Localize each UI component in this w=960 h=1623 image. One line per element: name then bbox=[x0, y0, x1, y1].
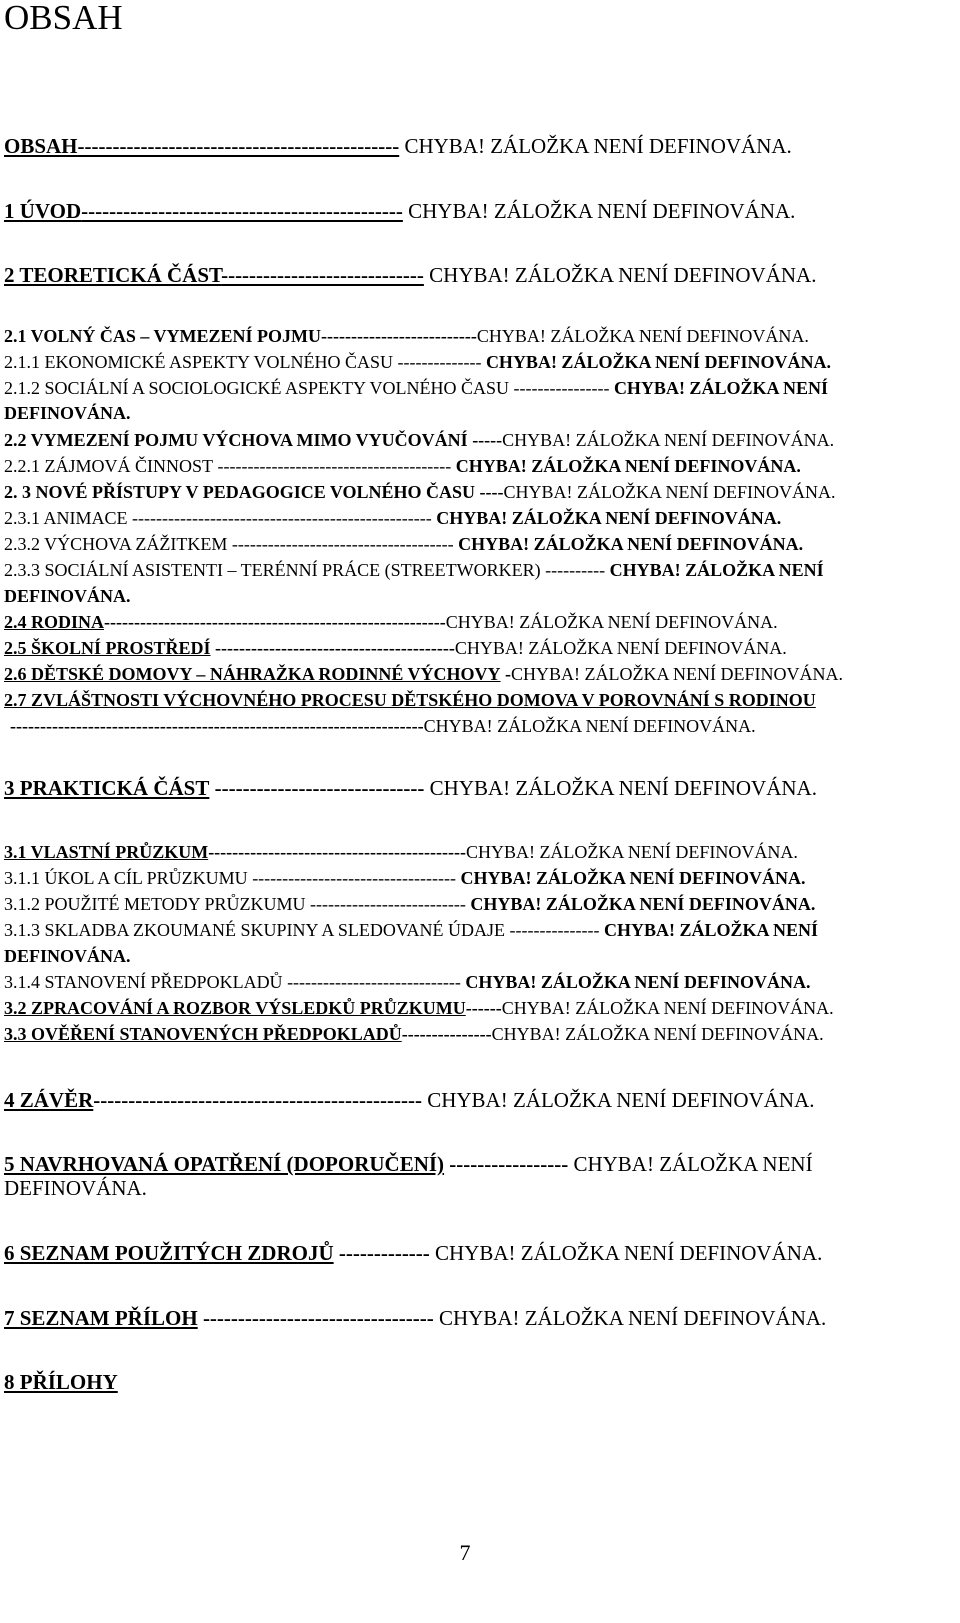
toc-label: 4 ZÁVĚR bbox=[4, 1088, 94, 1112]
toc-leader: -------------------------- bbox=[321, 326, 477, 346]
toc-entry-3-1-3-continued: DEFINOVÁNA. bbox=[4, 946, 131, 966]
toc-entry-3-1-4[interactable] bbox=[4, 972, 926, 993]
toc-page-ref: CHYBA! ZÁLOŽKA NENÍ DEFINOVÁNA. bbox=[476, 326, 809, 346]
toc-leader: -------------------------- bbox=[310, 894, 466, 914]
toc-label: 2.2.1 ZÁJMOVÁ ČINNOST bbox=[4, 456, 214, 476]
toc-page-ref: CHYBA! ZÁLOŽKA NENÍ bbox=[613, 378, 828, 398]
toc-page-ref: CHYBA! ZÁLOŽKA NENÍ DEFINOVÁNA. bbox=[485, 352, 831, 372]
toc-entry-navrhovana-opatreni-continued: DEFINOVÁNA. bbox=[4, 1176, 147, 1200]
toc-page-ref: CHYBA! ZÁLOŽKA NENÍ DEFINOVÁNA. bbox=[445, 612, 778, 632]
toc-leader: --------------- bbox=[401, 1024, 492, 1044]
toc-entry-2-3-3-continued: DEFINOVÁNA. bbox=[4, 586, 131, 606]
toc-entry-2-1-2-continued: DEFINOVÁNA. bbox=[4, 403, 131, 423]
toc-page-ref: CHYBA! ZÁLOŽKA NENÍ DEFINOVÁNA. bbox=[502, 430, 835, 450]
toc-entry-seznam-zdroju[interactable] bbox=[4, 1241, 926, 1265]
toc-entry-3-1-2[interactable] bbox=[4, 894, 926, 915]
toc-leader: ------ bbox=[465, 998, 502, 1018]
toc-page-ref: CHYBA! ZÁLOŽKA NENÍ DEFINOVÁNA. bbox=[501, 998, 834, 1018]
toc-label: 5 NAVRHOVANÁ OPATŘENÍ (DOPORUČENÍ) bbox=[4, 1152, 445, 1176]
page-number: 7 bbox=[459, 1540, 471, 1565]
toc-entry-2-1-2[interactable] bbox=[4, 378, 926, 399]
toc-page-ref: CHYBA! ZÁLOŽKA NENÍ DEFINOVÁNA. bbox=[460, 868, 806, 888]
toc-page-ref: CHYBA! ZÁLOŽKA NENÍ DEFINOVÁNA. bbox=[423, 716, 756, 736]
toc-page-ref: CHYBA! ZÁLOŽKA NENÍ DEFINOVÁNA. bbox=[511, 664, 844, 684]
toc-label: 2.3.2 VÝCHOVA ZÁŽITKEM bbox=[4, 534, 228, 554]
toc-page-ref: CHYBA! ZÁLOŽKA NENÍ DEFINOVÁNA. bbox=[465, 842, 798, 862]
toc-entry-2-7[interactable] bbox=[4, 690, 926, 711]
toc-leader: --------------------------------------------------------------------- bbox=[10, 716, 424, 736]
toc-label: 2.2 VYMEZENÍ POJMU VÝCHOVA MIMO VYUČOVÁNÍ bbox=[4, 430, 468, 450]
toc-page-ref: CHYBA! ZÁLOŽKA NENÍ DEFINOVÁNA. bbox=[455, 456, 801, 476]
toc-entry-2-3[interactable] bbox=[4, 482, 926, 503]
toc-entry-2-1-1[interactable] bbox=[4, 352, 926, 373]
toc-entry-3-2[interactable] bbox=[4, 998, 926, 1019]
toc-entry-2-3-3[interactable] bbox=[4, 560, 926, 581]
toc-entry-2-4[interactable] bbox=[4, 612, 926, 633]
toc-page-ref: CHYBA! ZÁLOŽKA NENÍ DEFINOVÁNA. bbox=[503, 482, 836, 502]
toc-label: 8 PŘÍLOHY bbox=[4, 1370, 118, 1394]
toc-entry-2-6[interactable] bbox=[4, 664, 926, 685]
toc-entry-2-2[interactable] bbox=[4, 430, 926, 451]
toc-entry-2-5[interactable] bbox=[4, 638, 926, 659]
toc-leader: --------------------------------------- bbox=[217, 456, 452, 476]
toc-label: 1 ÚVOD bbox=[4, 199, 82, 223]
toc-leader: --------------- bbox=[509, 920, 600, 940]
toc-label: 7 SEZNAM PŘÍLOH bbox=[4, 1306, 198, 1330]
toc-entry-obsah[interactable] bbox=[4, 134, 926, 158]
toc-leader: ----------------------------- bbox=[221, 263, 424, 287]
toc-entry-teoreticka-cast[interactable] bbox=[4, 263, 926, 287]
toc-label: 3.1.1 ÚKOL A CÍL PRŮZKUMU bbox=[4, 868, 248, 888]
toc-page-ref: CHYBA! ZÁLOŽKA NENÍ DEFINOVÁNA. bbox=[408, 199, 796, 223]
toc-leader: ----------------------------- bbox=[287, 972, 461, 992]
toc-entry-3-3[interactable] bbox=[4, 1024, 926, 1045]
toc-label: 2. 3 NOVÉ PŘÍSTUPY V PEDAGOGICE VOLNÉHO ČASU bbox=[4, 482, 476, 502]
toc-label: 6 SEZNAM POUŽITÝCH ZDROJŮ bbox=[4, 1241, 334, 1265]
toc-label: 2 TEORETICKÁ ČÁST bbox=[4, 263, 222, 287]
toc-label: OBSAH bbox=[4, 134, 78, 158]
toc-page-ref: CHYBA! ZÁLOŽKA NENÍ DEFINOVÁNA. bbox=[454, 638, 787, 658]
toc-entry-2-7-continued[interactable] bbox=[4, 716, 932, 737]
toc-entry-2-1[interactable] bbox=[4, 326, 926, 347]
toc-page-ref: CHYBA! ZÁLOŽKA NENÍ DEFINOVÁNA. bbox=[438, 1306, 827, 1330]
toc-leader: --------------------------------------------------------- bbox=[104, 612, 446, 632]
toc-leader: -------------- bbox=[397, 352, 482, 372]
toc-page-ref: CHYBA! ZÁLOŽKA NENÍ DEFINOVÁNA. bbox=[435, 1241, 823, 1265]
toc-label: 2.3.1 ANIMACE bbox=[4, 508, 128, 528]
toc-label: 3.3 OVĚŘENÍ STANOVENÝCH PŘEDPOKLADŮ bbox=[4, 1024, 402, 1044]
toc-page-ref: CHYBA! ZÁLOŽKA NENÍ DEFINOVÁNA. bbox=[436, 508, 782, 528]
toc-leader: ------------------------------ bbox=[214, 776, 425, 800]
toc-leader: ---------- bbox=[545, 560, 606, 580]
toc-label: 3.1.4 STANOVENÍ PŘEDPOKLADŮ bbox=[4, 972, 283, 992]
toc-label: 2.6 DĚTSKÉ DOMOVY – NÁHRAŽKA RODINNÉ VÝCHOVY bbox=[4, 664, 501, 684]
toc-entry-2-3-1[interactable] bbox=[4, 508, 926, 529]
toc-leader: ------------- bbox=[338, 1241, 430, 1265]
toc-leader: ---------------------------------- bbox=[252, 868, 456, 888]
toc-label: 3.2 ZPRACOVÁNÍ A ROZBOR VÝSLEDKŮ PRŮZKUMU bbox=[4, 998, 466, 1018]
toc-leader: ----- bbox=[472, 430, 503, 450]
toc-leader: ---------------------------------------- bbox=[215, 638, 455, 658]
toc-leader: ------------------------------------- bbox=[231, 534, 454, 554]
toc-entry-prilohy[interactable] bbox=[4, 1370, 926, 1394]
toc-page-ref: CHYBA! ZÁLOŽKA NENÍ DEFINOVÁNA. bbox=[491, 1024, 824, 1044]
toc-label: 2.4 RODINA bbox=[4, 612, 105, 632]
toc-label: 3 PRAKTICKÁ ČÁST bbox=[4, 776, 210, 800]
toc-leader: ---------------------------------------------- bbox=[77, 134, 400, 158]
toc-label: 2.1 VOLNÝ ČAS – VYMEZENÍ POJMU bbox=[4, 326, 321, 346]
toc-entry-zaver[interactable] bbox=[4, 1088, 926, 1112]
toc-entry-seznam-priloh[interactable] bbox=[4, 1306, 926, 1330]
toc-entry-navrhovana-opatreni[interactable] bbox=[4, 1152, 926, 1176]
toc-page-ref: CHYBA! ZÁLOŽKA NENÍ DEFINOVÁNA. bbox=[429, 263, 817, 287]
toc-label: 2.7 ZVLÁŠTNOSTI VÝCHOVNÉHO PROCESU DĚTSKÉHO DOMOVA V POROVNÁNÍ S RODINOU bbox=[4, 690, 816, 710]
toc-entry-prakticka-cast[interactable] bbox=[4, 776, 926, 800]
toc-page-ref: CHYBA! ZÁLOŽKA NENÍ bbox=[609, 560, 824, 580]
toc-page-ref: CHYBA! ZÁLOŽKA NENÍ DEFINOVÁNA. bbox=[458, 534, 804, 554]
toc-leader: ----------------- bbox=[449, 1152, 569, 1176]
toc-leader: - bbox=[505, 664, 512, 684]
toc-label: 2.5 ŠKOLNÍ PROSTŘEDÍ bbox=[4, 638, 211, 658]
toc-entry-uvod[interactable] bbox=[4, 199, 926, 223]
toc-page-ref: CHYBA! ZÁLOŽKA NENÍ DEFINOVÁNA. bbox=[429, 776, 817, 800]
toc-leader: -------------------------------------------------- bbox=[132, 508, 432, 528]
toc-page-ref: CHYBA! ZÁLOŽKA NENÍ bbox=[603, 920, 818, 940]
toc-leader: --------------------------------- bbox=[202, 1306, 434, 1330]
toc-leader: ---- bbox=[479, 482, 504, 502]
toc-page-ref: CHYBA! ZÁLOŽKA NENÍ bbox=[573, 1152, 813, 1176]
toc-page-ref: CHYBA! ZÁLOŽKA NENÍ DEFINOVÁNA. bbox=[470, 894, 816, 914]
toc-entry-3-1-3[interactable] bbox=[4, 920, 926, 941]
toc-entry-3-1[interactable] bbox=[4, 842, 926, 863]
toc-entry-2-2-1[interactable] bbox=[4, 456, 926, 477]
toc-page-ref: CHYBA! ZÁLOŽKA NENÍ DEFINOVÁNA. bbox=[404, 134, 792, 158]
toc-label: 2.3.3 SOCIÁLNÍ ASISTENTI – TERÉNNÍ PRÁCE (STREETWORKER) bbox=[4, 560, 541, 580]
toc-leader: ----------------------------------------------- bbox=[93, 1088, 422, 1112]
toc-page-ref: CHYBA! ZÁLOŽKA NENÍ DEFINOVÁNA. bbox=[465, 972, 811, 992]
page-title: OBSAH bbox=[4, 0, 123, 37]
toc-label: 2.1.2 SOCIÁLNÍ A SOCIOLOGICKÉ ASPEKTY VOLNÉHO ČASU bbox=[4, 378, 510, 398]
toc-label: 3.1.2 POUŽITÉ METODY PRŮZKUMU bbox=[4, 894, 306, 914]
toc-label: 3.1 VLASTNÍ PRŮZKUM bbox=[4, 842, 209, 862]
toc-leader: ---------------- bbox=[513, 378, 610, 398]
toc-page-ref: CHYBA! ZÁLOŽKA NENÍ DEFINOVÁNA. bbox=[427, 1088, 815, 1112]
toc-leader: ---------------------------------------------- bbox=[81, 199, 403, 223]
toc-entry-2-3-2[interactable] bbox=[4, 534, 926, 555]
toc-leader: ------------------------------------------- bbox=[208, 842, 466, 862]
toc-label: 2.1.1 EKONOMICKÉ ASPEKTY VOLNÉHO ČASU bbox=[4, 352, 394, 372]
toc-label: 3.1.3 SKLADBA ZKOUMANÉ SKUPINY A SLEDOVANÉ ÚDAJE bbox=[4, 920, 506, 940]
toc-entry-3-1-1[interactable] bbox=[4, 868, 926, 889]
